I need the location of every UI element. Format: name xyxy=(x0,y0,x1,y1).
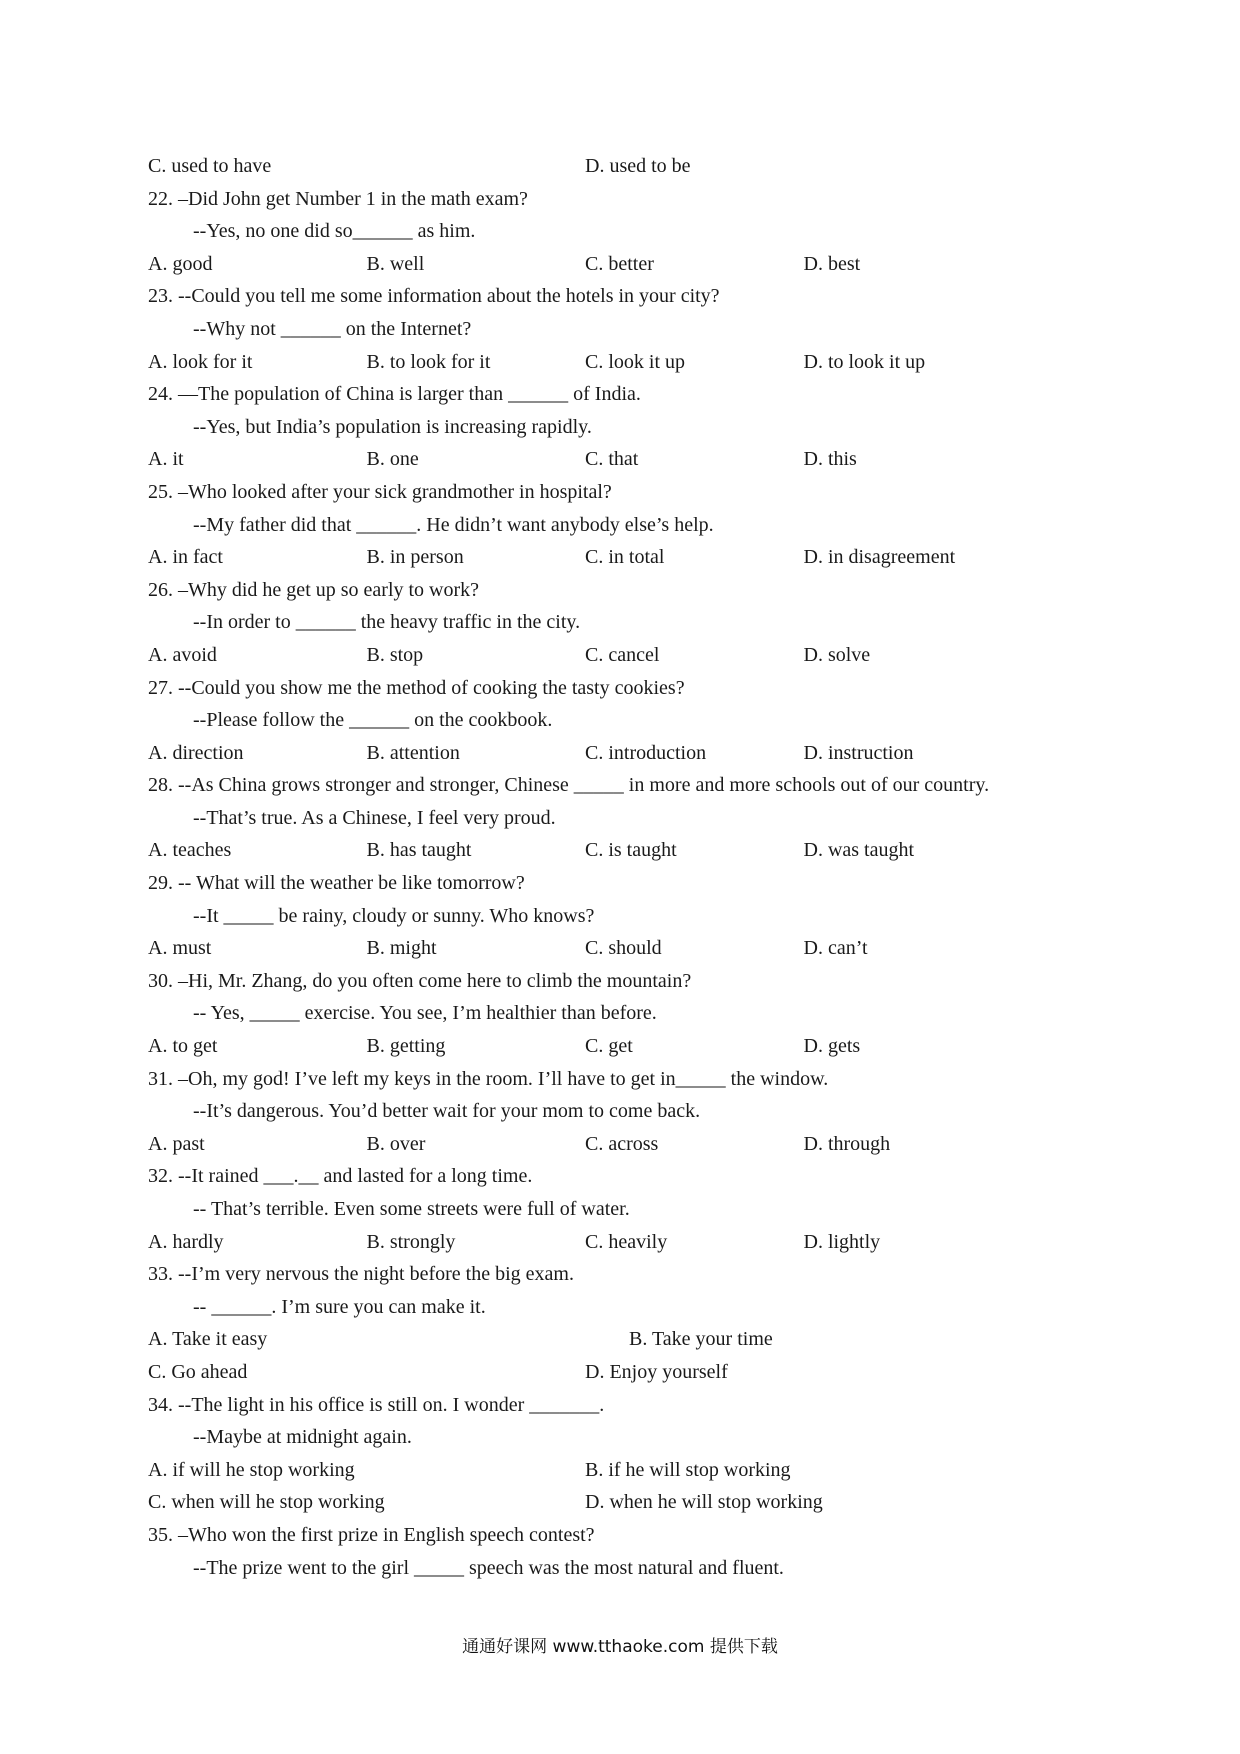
question-prompt: 33. --I’m very nervous the night before the big exam. xyxy=(148,1263,574,1286)
option-b: B. over xyxy=(366,1132,426,1155)
question-response: --It’s dangerous. You’d better wait for your mom to come back. xyxy=(193,1100,701,1123)
option-a: A. teaches xyxy=(148,839,232,862)
option-d: D. to look it up xyxy=(803,350,926,373)
option-a: A. direction xyxy=(148,741,244,764)
option-c: C. get xyxy=(585,1035,633,1058)
option-c: C. used to have xyxy=(148,155,272,177)
option-row xyxy=(148,1454,1108,1487)
question-response: --Maybe at midnight again. xyxy=(193,1426,412,1449)
option-b: B. strongly xyxy=(366,1230,456,1253)
option-b: B. has taught xyxy=(366,839,472,862)
option-d: D. Enjoy yourself xyxy=(585,1360,728,1383)
question-prompt: 31. –Oh, my god! I’ve left my keys in the room. I’ll have to get in_____ the window. xyxy=(148,1067,829,1090)
option-d: D. gets xyxy=(803,1035,861,1058)
option-a: A. it xyxy=(148,448,184,471)
option-b: B. one xyxy=(366,448,419,471)
option-a: A. avoid xyxy=(148,643,217,666)
question-prompt: 22. –Did John get Number 1 in the math exam? xyxy=(148,187,528,210)
question-prompt: 34. --The light in his office is still on. I wonder _______. xyxy=(148,1393,605,1416)
option-a: A. to get xyxy=(148,1035,218,1058)
option-c: C. when will he stop working xyxy=(148,1491,385,1514)
option-d: D. in disagreement xyxy=(803,546,956,569)
option-row xyxy=(148,1486,1108,1519)
question-prompt: 24. —The population of China is larger than ______ of India. xyxy=(148,383,641,406)
option-c: C. introduction xyxy=(585,741,707,764)
option-c: C. better xyxy=(585,252,654,275)
option-b: B. might xyxy=(366,937,437,960)
option-row xyxy=(148,1323,1108,1356)
option-row xyxy=(148,1030,1108,1063)
question-prompt: 35. –Who won the first prize in English speech contest? xyxy=(148,1523,595,1546)
option-row xyxy=(148,1226,1108,1259)
question-response: -- That’s terrible. Even some streets were full of water. xyxy=(193,1198,630,1220)
option-d: D. this xyxy=(803,448,857,471)
option-row xyxy=(148,737,1108,770)
question-response: --Why not ______ on the Internet? xyxy=(193,317,472,340)
option-c: C. that xyxy=(585,448,639,471)
option-c: C. is taught xyxy=(585,839,677,862)
question-prompt: 26. –Why did he get up so early to work? xyxy=(148,578,480,601)
option-row xyxy=(148,1356,1108,1389)
option-a: A. good xyxy=(148,252,213,275)
option-row xyxy=(148,1128,1108,1161)
question-prompt: 32. --It rained ___.__ and lasted for a long time. xyxy=(148,1165,533,1188)
option-a: A. past xyxy=(148,1132,205,1155)
option-b: B. in person xyxy=(366,546,464,569)
question-prompt: 28. --As China grows stronger and stronger, Chinese _____ in more and more schools out of our country. xyxy=(148,774,990,797)
option-row xyxy=(148,443,1108,476)
question-prompt: 27. --Could you show me the method of cooking the tasty cookies? xyxy=(148,676,685,699)
question-prompt: 23. --Could you tell me some information about the hotels in your city? xyxy=(148,285,720,308)
option-b: B. if he will stop working xyxy=(585,1458,791,1481)
option-row xyxy=(148,932,1108,965)
option-d: D. best xyxy=(803,252,861,275)
option-row xyxy=(148,834,1108,867)
question-response: --Please follow the ______ on the cookbook. xyxy=(193,709,553,732)
question-response: --That’s true. As a Chinese, I feel very proud. xyxy=(193,806,556,829)
option-row xyxy=(148,248,1108,281)
question-response: -- ______. I’m sure you can make it. xyxy=(193,1295,486,1318)
question-response: --The prize went to the girl _____ speech was the most natural and fluent. xyxy=(193,1556,784,1579)
option-c: C. look it up xyxy=(585,350,686,373)
option-c: C. in total xyxy=(585,546,665,569)
option-c: C. Go ahead xyxy=(148,1360,248,1383)
option-b: B. stop xyxy=(366,643,424,666)
option-c: C. cancel xyxy=(585,643,660,666)
option-b: B. getting xyxy=(366,1035,446,1058)
question-prompt: 25. –Who looked after your sick grandmother in hospital? xyxy=(148,480,612,503)
option-b: B. attention xyxy=(366,741,460,764)
option-b: B. to look for it xyxy=(366,350,491,373)
option-a: A. hardly xyxy=(148,1230,224,1253)
question-list xyxy=(148,150,1108,1584)
footer-note: 通通好课网 www.tthaoke.com 提供下载 xyxy=(462,1637,778,1657)
option-a: A. must xyxy=(148,937,212,960)
question-response: --In order to ______ the heavy traffic in the city. xyxy=(193,611,581,634)
option-d: D. through xyxy=(803,1132,891,1155)
option-d: D. when he will stop working xyxy=(585,1491,823,1514)
option-d: D. was taught xyxy=(803,839,915,862)
option-row xyxy=(148,639,1108,672)
option-b: B. Take your time xyxy=(629,1328,773,1351)
option-c: C. across xyxy=(585,1132,659,1155)
option-c: C. heavily xyxy=(585,1230,668,1253)
option-d: D. solve xyxy=(803,643,871,666)
option-row xyxy=(148,346,1108,379)
question-response: --It _____ be rainy, cloudy or sunny. Who knows? xyxy=(193,904,595,927)
option-a: A. if will he stop working xyxy=(148,1458,355,1481)
option-d: D. lightly xyxy=(803,1230,881,1253)
option-d: D. can’t xyxy=(803,937,868,960)
question-response: --Yes, but India’s population is increasing rapidly. xyxy=(193,415,592,438)
question-prompt: 30. –Hi, Mr. Zhang, do you often come here to climb the mountain? xyxy=(148,969,692,992)
option-c: C. should xyxy=(585,937,662,960)
option-b: B. well xyxy=(366,252,425,275)
option-a: A. look for it xyxy=(148,350,253,373)
question-response: -- Yes, _____ exercise. You see, I’m healthier than before. xyxy=(193,1002,657,1025)
question-response: --My father did that ______. He didn’t want anybody else’s help. xyxy=(193,513,714,536)
question-prompt: 29. -- What will the weather be like tomorrow? xyxy=(148,872,525,895)
carry-over-options xyxy=(148,150,1108,183)
option-d: D. instruction xyxy=(803,741,914,764)
question-response: --Yes, no one did so______ as him. xyxy=(193,220,476,243)
option-a: A. in fact xyxy=(148,546,223,569)
option-d: D. used to be xyxy=(585,155,691,177)
option-a: A. Take it easy xyxy=(148,1328,268,1351)
option-row xyxy=(148,541,1108,574)
